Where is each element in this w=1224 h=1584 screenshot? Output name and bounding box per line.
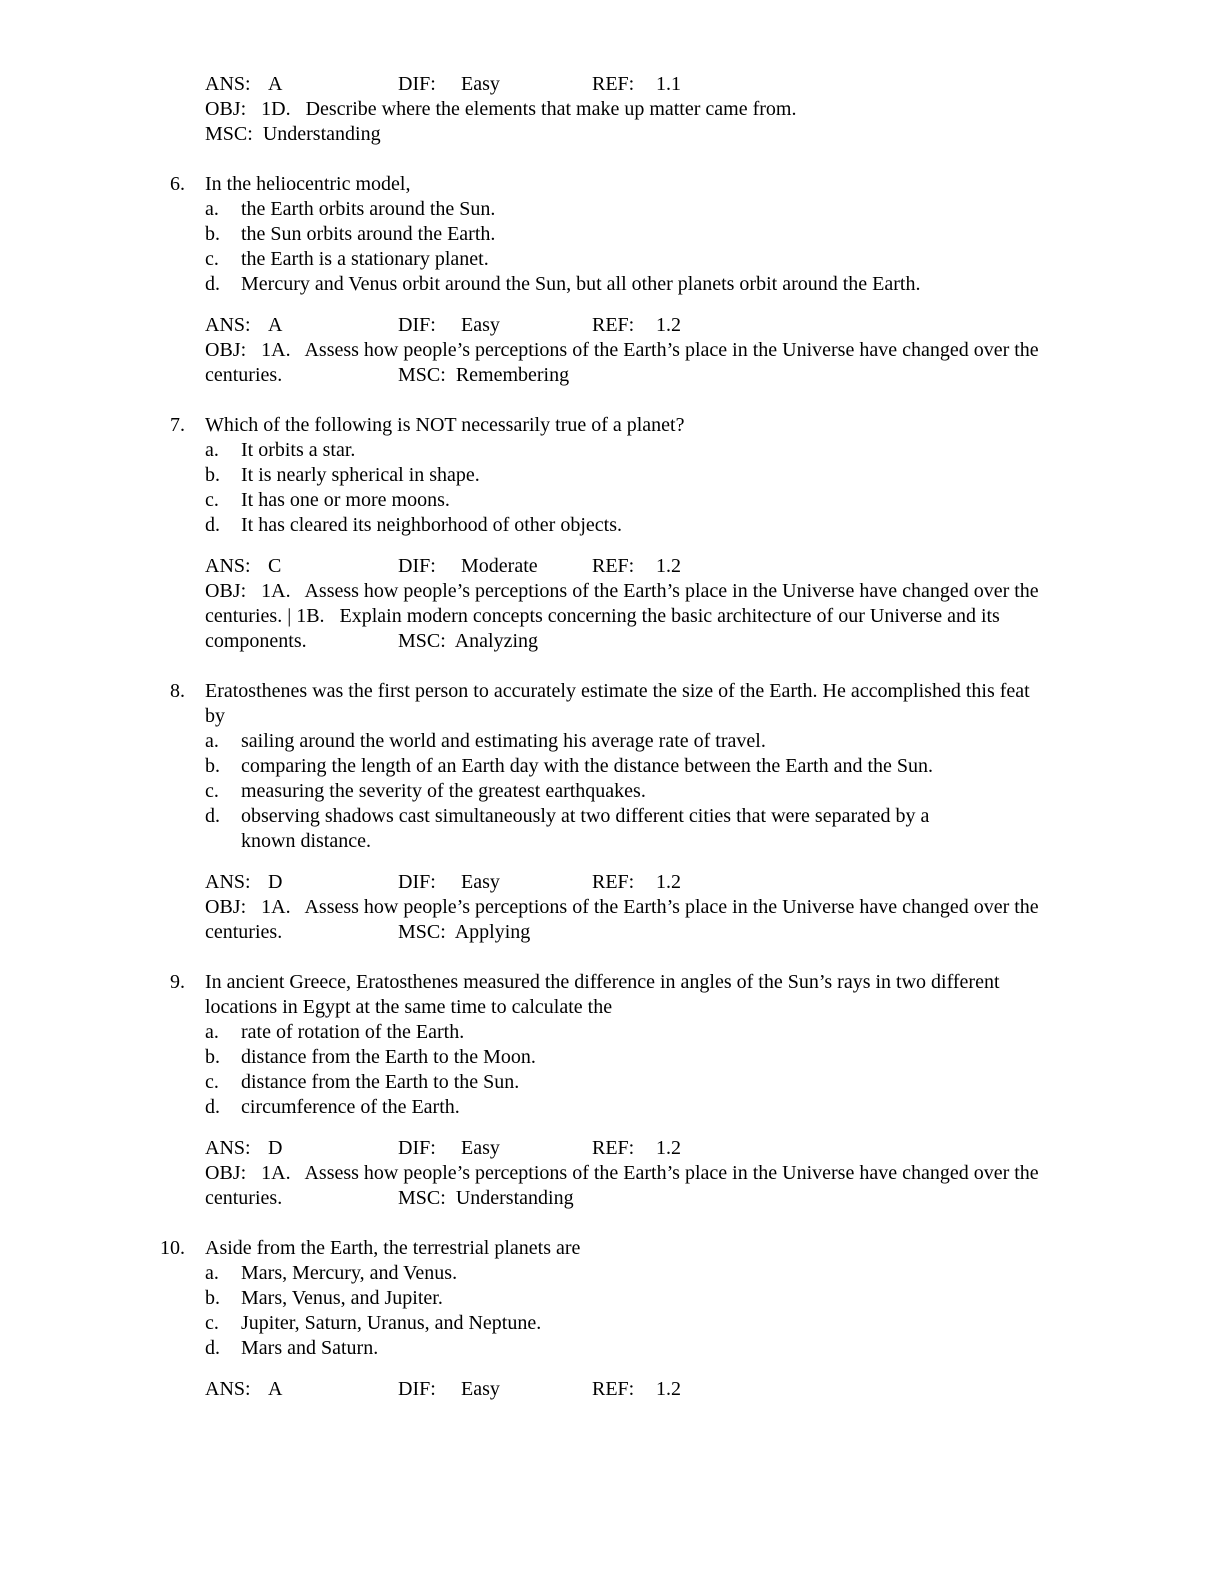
obj-label: OBJ: bbox=[205, 580, 247, 602]
obj-text-cont: centuries. | 1B. Explain modern concepts concerning the basic architecture of our Universe and its bbox=[205, 605, 1000, 627]
answer-meta-row bbox=[0, 72, 1224, 97]
obj-row-cont bbox=[0, 604, 1224, 629]
dif-label: DIF: bbox=[398, 1378, 436, 1400]
option-text: It orbits a star. bbox=[241, 439, 356, 461]
option-letter: a. bbox=[205, 439, 219, 461]
question-8 bbox=[0, 679, 1224, 945]
msc-label: MSC: bbox=[398, 1187, 446, 1209]
dif-value: Easy bbox=[461, 1137, 500, 1159]
ans-value: D bbox=[268, 871, 283, 893]
obj-text: 1D. Describe where the elements that make up matter came from. bbox=[261, 98, 797, 120]
option-letter: d. bbox=[205, 805, 220, 827]
option-text: rate of rotation of the Earth. bbox=[241, 1021, 465, 1043]
msc-row bbox=[0, 122, 1224, 147]
ref-label: REF: bbox=[592, 555, 635, 577]
msc-label: MSC: bbox=[398, 364, 446, 386]
option-letter: d. bbox=[205, 514, 220, 536]
option-letter: d. bbox=[205, 1096, 220, 1118]
option-letter: c. bbox=[205, 1312, 219, 1334]
option-d bbox=[0, 1336, 1224, 1361]
dif-label: DIF: bbox=[398, 871, 436, 893]
ref-label: REF: bbox=[592, 73, 635, 95]
option-letter: b. bbox=[205, 755, 220, 777]
option-text: distance from the Earth to the Sun. bbox=[241, 1071, 520, 1093]
option-text: It is nearly spherical in shape. bbox=[241, 464, 480, 486]
msc-value: Remembering bbox=[455, 364, 570, 386]
dif-label: DIF: bbox=[398, 1137, 436, 1159]
option-text: Mars, Mercury, and Venus. bbox=[241, 1262, 458, 1284]
obj-label: OBJ: bbox=[205, 339, 247, 361]
option-text: It has one or more moons. bbox=[241, 489, 450, 511]
option-b bbox=[0, 463, 1224, 488]
question-text: Which of the following is NOT necessarily true of a planet? bbox=[205, 414, 685, 436]
ans-label: ANS: bbox=[205, 555, 251, 577]
option-a bbox=[0, 729, 1224, 754]
dif-value: Easy bbox=[461, 314, 500, 336]
obj-label: OBJ: bbox=[205, 1162, 247, 1184]
option-text-cont: known distance. bbox=[241, 830, 371, 852]
obj-text: 1A. Assess how people’s perceptions of the Earth’s place in the Universe have changed over the bbox=[261, 896, 1039, 918]
answer-block-q5 bbox=[0, 72, 1224, 147]
dif-label: DIF: bbox=[398, 73, 436, 95]
question-stem bbox=[0, 679, 1224, 704]
ans-label: ANS: bbox=[205, 314, 251, 336]
obj-label: OBJ: bbox=[205, 896, 247, 918]
obj-text: 1A. Assess how people’s perceptions of the Earth’s place in the Universe have changed over the bbox=[261, 580, 1039, 602]
ans-label: ANS: bbox=[205, 871, 251, 893]
option-b bbox=[0, 754, 1224, 779]
question-number: 10. bbox=[160, 1237, 185, 1259]
option-letter: c. bbox=[205, 248, 219, 270]
option-c bbox=[0, 488, 1224, 513]
msc-label: MSC: bbox=[398, 921, 446, 943]
question-number: 6. bbox=[170, 173, 185, 195]
option-a bbox=[0, 1261, 1224, 1286]
dif-label: DIF: bbox=[398, 314, 436, 336]
option-text: Mars, Venus, and Jupiter. bbox=[241, 1287, 443, 1309]
obj-row bbox=[0, 895, 1224, 920]
option-letter: d. bbox=[205, 273, 220, 295]
obj-row bbox=[0, 97, 1224, 122]
option-a bbox=[0, 1020, 1224, 1045]
answer-block bbox=[0, 1377, 1224, 1402]
option-letter: b. bbox=[205, 1287, 220, 1309]
ref-value: 1.2 bbox=[656, 871, 681, 893]
option-d bbox=[0, 1095, 1224, 1120]
option-text: measuring the severity of the greatest earthquakes. bbox=[241, 780, 646, 802]
option-d bbox=[0, 272, 1224, 297]
answer-meta-row bbox=[0, 870, 1224, 895]
obj-label: OBJ: bbox=[205, 98, 247, 120]
dif-label: DIF: bbox=[398, 555, 436, 577]
obj-msc-row bbox=[0, 629, 1224, 654]
question-stem bbox=[0, 172, 1224, 197]
msc-value: Understanding bbox=[262, 123, 381, 145]
document-page bbox=[0, 72, 1224, 1402]
dif-value: Easy bbox=[461, 871, 500, 893]
question-text: In the heliocentric model, bbox=[205, 173, 411, 195]
option-text: Mars and Saturn. bbox=[241, 1337, 379, 1359]
obj-text-cont: centuries. bbox=[205, 364, 283, 386]
option-c bbox=[0, 1311, 1224, 1336]
msc-value: Applying bbox=[454, 921, 531, 943]
obj-msc-row bbox=[0, 920, 1224, 945]
obj-text: 1A. Assess how people’s perceptions of the Earth’s place in the Universe have changed over the bbox=[261, 339, 1039, 361]
obj-text-cont: components. bbox=[205, 630, 307, 652]
msc-label: MSC: bbox=[205, 123, 253, 145]
answer-meta-row bbox=[0, 313, 1224, 338]
dif-value: Easy bbox=[461, 1378, 500, 1400]
option-letter: c. bbox=[205, 1071, 219, 1093]
option-c bbox=[0, 247, 1224, 272]
question-10 bbox=[0, 1236, 1224, 1402]
ans-value: D bbox=[268, 1137, 283, 1159]
option-text: the Sun orbits around the Earth. bbox=[241, 223, 496, 245]
option-a bbox=[0, 197, 1224, 222]
ref-label: REF: bbox=[592, 871, 635, 893]
obj-text: 1A. Assess how people’s perceptions of the Earth’s place in the Universe have changed over the bbox=[261, 1162, 1039, 1184]
answer-block bbox=[0, 1136, 1224, 1211]
option-text: Jupiter, Saturn, Uranus, and Neptune. bbox=[241, 1312, 542, 1334]
option-c bbox=[0, 1070, 1224, 1095]
ref-label: REF: bbox=[592, 1378, 635, 1400]
option-b bbox=[0, 1286, 1224, 1311]
option-a bbox=[0, 438, 1224, 463]
ref-value: 1.2 bbox=[656, 1378, 681, 1400]
question-stem-cont bbox=[0, 704, 1224, 729]
option-letter: b. bbox=[205, 223, 220, 245]
option-letter: b. bbox=[205, 464, 220, 486]
ref-label: REF: bbox=[592, 314, 635, 336]
ans-label: ANS: bbox=[205, 1378, 251, 1400]
option-d bbox=[0, 513, 1224, 538]
question-6 bbox=[0, 172, 1224, 388]
option-letter: d. bbox=[205, 1337, 220, 1359]
question-text-cont: locations in Egypt at the same time to calculate the bbox=[205, 996, 613, 1018]
option-text: It has cleared its neighborhood of other objects. bbox=[241, 514, 622, 536]
option-letter: c. bbox=[205, 489, 219, 511]
option-letter: a. bbox=[205, 1262, 219, 1284]
obj-text-cont: centuries. bbox=[205, 921, 283, 943]
option-letter: c. bbox=[205, 780, 219, 802]
option-b bbox=[0, 222, 1224, 247]
question-text: Aside from the Earth, the terrestrial planets are bbox=[205, 1237, 581, 1259]
option-text: distance from the Earth to the Moon. bbox=[241, 1046, 536, 1068]
option-text: circumference of the Earth. bbox=[241, 1096, 460, 1118]
option-letter: a. bbox=[205, 1021, 219, 1043]
answer-meta-row bbox=[0, 554, 1224, 579]
ans-value: C bbox=[268, 555, 282, 577]
option-text: the Earth is a stationary planet. bbox=[241, 248, 489, 270]
msc-label: MSC: bbox=[398, 630, 446, 652]
dif-value: Moderate bbox=[461, 555, 538, 577]
option-d bbox=[0, 804, 1224, 829]
ans-value: A bbox=[268, 1378, 283, 1400]
option-text: Mercury and Venus orbit around the Sun, but all other planets orbit around the Earth. bbox=[241, 273, 921, 295]
question-stem-cont bbox=[0, 995, 1224, 1020]
question-number: 7. bbox=[170, 414, 185, 436]
option-text: observing shadows cast simultaneously at two different cities that were separated by a bbox=[241, 805, 930, 827]
ans-value: A bbox=[268, 314, 283, 336]
ref-value: 1.2 bbox=[656, 314, 681, 336]
question-number: 8. bbox=[170, 680, 185, 702]
option-text: sailing around the world and estimating his average rate of travel. bbox=[241, 730, 766, 752]
option-letter: a. bbox=[205, 730, 219, 752]
ans-value: A bbox=[268, 73, 283, 95]
option-b bbox=[0, 1045, 1224, 1070]
question-number: 9. bbox=[170, 971, 185, 993]
question-stem bbox=[0, 413, 1224, 438]
ref-label: REF: bbox=[592, 1137, 635, 1159]
obj-row bbox=[0, 338, 1224, 363]
obj-row bbox=[0, 579, 1224, 604]
obj-msc-row bbox=[0, 363, 1224, 388]
msc-value: Understanding bbox=[455, 1187, 574, 1209]
option-letter: b. bbox=[205, 1046, 220, 1068]
ref-value: 1.2 bbox=[656, 555, 681, 577]
question-text: In ancient Greece, Eratosthenes measured the difference in angles of the Sun’s rays in two different bbox=[205, 971, 1000, 993]
question-stem bbox=[0, 1236, 1224, 1261]
dif-value: Easy bbox=[461, 73, 500, 95]
answer-block bbox=[0, 313, 1224, 388]
option-text: comparing the length of an Earth day with the distance between the Earth and the Sun. bbox=[241, 755, 934, 777]
question-9 bbox=[0, 970, 1224, 1211]
question-7 bbox=[0, 413, 1224, 654]
question-stem bbox=[0, 970, 1224, 995]
msc-value: Analyzing bbox=[454, 630, 539, 652]
obj-msc-row bbox=[0, 1186, 1224, 1211]
ans-label: ANS: bbox=[205, 1137, 251, 1159]
obj-row bbox=[0, 1161, 1224, 1186]
answer-block bbox=[0, 554, 1224, 654]
question-text: Eratosthenes was the first person to accurately estimate the size of the Earth. He accomplished this feat bbox=[205, 680, 1030, 702]
option-d-cont bbox=[0, 829, 1224, 854]
question-text-cont: by bbox=[205, 705, 225, 727]
option-text: the Earth orbits around the Sun. bbox=[241, 198, 496, 220]
answer-block bbox=[0, 870, 1224, 945]
ref-value: 1.2 bbox=[656, 1137, 681, 1159]
ans-label: ANS: bbox=[205, 73, 251, 95]
ref-value: 1.1 bbox=[656, 73, 681, 95]
option-letter: a. bbox=[205, 198, 219, 220]
option-c bbox=[0, 779, 1224, 804]
answer-meta-row bbox=[0, 1377, 1224, 1402]
obj-text-cont: centuries. bbox=[205, 1187, 283, 1209]
answer-meta-row bbox=[0, 1136, 1224, 1161]
